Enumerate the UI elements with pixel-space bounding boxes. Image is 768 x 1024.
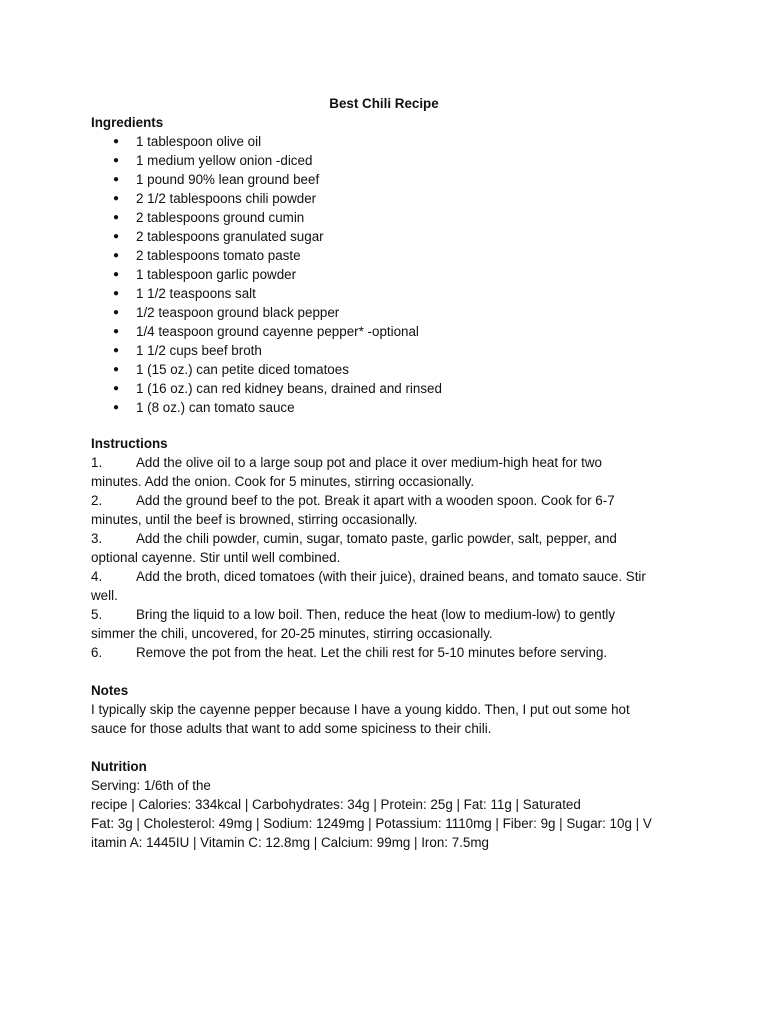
bullet-icon: ● [113, 231, 120, 242]
instructions-list [91, 453, 681, 662]
ingredient-item: ● 1 1/2 teaspoons salt [113, 286, 256, 301]
instruction-step: 5. Bring the liquid to a low boil. Then, reduce the heat (low to medium-low) to gently simmer the chili, uncovered, for 20-25 minutes, stirring occasionally. [91, 607, 616, 641]
ingredients-section [91, 113, 681, 417]
nutrition-text: Serving: 1/6th of the recipe | Calories: 334kcal | Carbohydrates: 34g | Protein: 25g | Fat: 11g | Saturated Fat: 3g | Cholesterol: 49mg | Sodium: 1249mg | Potassium: 1110mg | Fiber: 9g | Sugar: 10g | V itamin A: 1445IU | Vitamin C: 12.8mg | Calcium: 99mg | Iron: 7.5mg [91, 778, 652, 850]
ingredient-item: ● 1 pound 90% lean ground beef [113, 172, 320, 187]
ingredient-item: ● 1 (8 oz.) can tomato sauce [113, 400, 295, 415]
bullet-icon: ● [113, 326, 120, 337]
ingredients-list [91, 132, 681, 417]
bullet-icon: ● [113, 402, 120, 413]
ingredient-item: ● 1 tablespoon garlic powder [113, 267, 297, 282]
step-number: 1. [91, 455, 103, 470]
notes-section [91, 681, 681, 738]
nutrition-heading: Nutrition [91, 759, 147, 774]
ingredient-item: ● 1/4 teaspoon ground cayenne pepper* -optional [113, 324, 419, 339]
step-number: 6. [91, 645, 103, 660]
bullet-icon: ● [113, 345, 120, 356]
ingredient-item: ● 1 tablespoon olive oil [113, 134, 262, 149]
ingredient-item: ● 1/2 teaspoon ground black pepper [113, 305, 340, 320]
bullet-icon: ● [113, 174, 120, 185]
ingredient-item: ● 1 medium yellow onion -diced [113, 153, 313, 168]
notes-text: I typically skip the cayenne pepper because I have a young kiddo. Then, I put out some hot sauce for those adults that want to add some spiciness to their chili. [91, 702, 630, 736]
recipe-title: Best Chili Recipe [329, 96, 439, 111]
ingredient-item: ● 1 (15 oz.) can petite diced tomatoes [113, 362, 349, 377]
step-number: 3. [91, 531, 103, 546]
bullet-icon: ● [113, 364, 120, 375]
bullet-icon: ● [113, 212, 120, 223]
instruction-step: 3. Add the chili powder, cumin, sugar, tomato paste, garlic powder, salt, pepper, and optional cayenne. Stir until well combined. [91, 531, 617, 565]
instruction-step: 1. Add the olive oil to a large soup pot and place it over medium-high heat for two minutes. Add the onion. Cook for 5 minutes, stirring occasionally. [91, 455, 602, 489]
ingredient-item: ● 1 1/2 cups beef broth [113, 343, 262, 358]
bullet-icon: ● [113, 136, 120, 147]
bullet-icon: ● [113, 250, 120, 261]
instruction-step: 6. Remove the pot from the heat. Let the chili rest for 5-10 minutes before serving. [91, 645, 608, 660]
ingredient-item: ● 2 tablespoons ground cumin [113, 210, 305, 225]
ingredient-item: ● 2 1/2 tablespoons chili powder [113, 191, 317, 206]
instructions-heading: Instructions [91, 436, 168, 451]
instructions-section [91, 434, 681, 662]
bullet-icon: ● [113, 155, 120, 166]
bullet-icon: ● [113, 307, 120, 318]
bullet-icon: ● [113, 288, 120, 299]
bullet-icon: ● [113, 269, 120, 280]
bullet-icon: ● [113, 383, 120, 394]
notes-heading: Notes [91, 683, 129, 698]
step-number: 5. [91, 607, 103, 622]
ingredient-item: ● 2 tablespoons tomato paste [113, 248, 301, 263]
ingredient-item: ● 1 (16 oz.) can red kidney beans, drained and rinsed [113, 381, 442, 396]
ingredient-item: ● 2 tablespoons granulated sugar [113, 229, 324, 244]
step-number: 2. [91, 493, 103, 508]
instruction-step: 4. Add the broth, diced tomatoes (with their juice), drained beans, and tomato sauce. Stir well. [91, 569, 646, 603]
nutrition-section [91, 757, 681, 852]
instruction-step: 2. Add the ground beef to the pot. Break it apart with a wooden spoon. Cook for 6-7 minutes, until the beef is browned, stirring occasionally. [91, 493, 615, 527]
bullet-icon: ● [113, 193, 120, 204]
ingredients-heading: Ingredients [91, 115, 164, 130]
step-number: 4. [91, 569, 103, 584]
